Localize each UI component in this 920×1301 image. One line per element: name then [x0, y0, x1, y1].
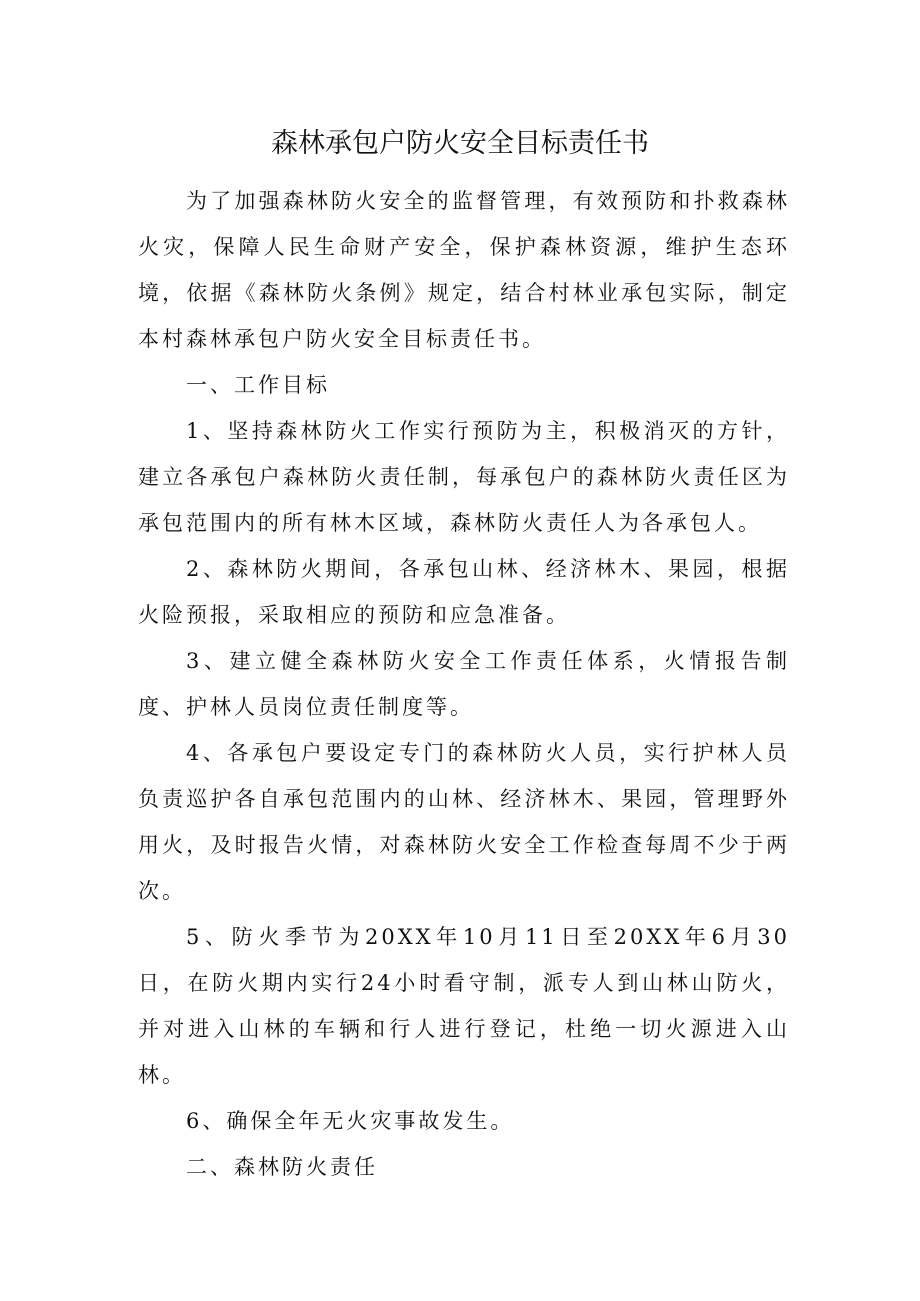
- goal-item-1: 1、坚持森林防火工作实行预防为主，积极消灭的方针，建立各承包户森林防火责任制，每承包户的森林防火责任区为承包范围内的所有林木区域，森林防火责任人为各承包人。: [138, 419, 790, 535]
- document-body: [138, 178, 790, 1190]
- section-heading-work-goals: 一、工作目标: [186, 373, 330, 397]
- section-heading-fire-responsibility: 二、森林防火责任: [186, 1155, 378, 1179]
- goal-item-4: 4、各承包户要设定专门的森林防火人员，实行护林人员负责巡护各自承包范围内的山林、经济林木、果园，管理野外用火，及时报告火情，对森林防火安全工作检查每周不少于两次。: [138, 741, 790, 903]
- document-title: 森林承包户防火安全目标责任书: [271, 128, 649, 159]
- goal-item-5: 5、防火季节为20XX年10月11日至20XX年6月30日，在防火期内实行24小时看守制，派专人到山林山防火，并对进入山林的车辆和行人进行登记，杜绝一切火源进入山林。: [138, 925, 790, 1087]
- goal-item-3: 3、建立健全森林防火安全工作责任体系，火情报告制度、护林人员岗位责任制度等。: [138, 649, 790, 719]
- goal-item-6: 6、确保全年无火灾事故发生。: [186, 1109, 515, 1133]
- intro-paragraph: 为了加强森林防火安全的监督管理，有效预防和扑救森林火灾，保障人民生命财产安全，保护森林资源，维护生态环境，依据《森林防火条例》规定，结合村林业承包实际，制定本村森林承包户防火安全目标责任书。: [138, 189, 790, 351]
- goal-item-2: 2、森林防火期间，各承包山林、经济林木、果园，根据火险预报，采取相应的预防和应急准备。: [138, 557, 790, 627]
